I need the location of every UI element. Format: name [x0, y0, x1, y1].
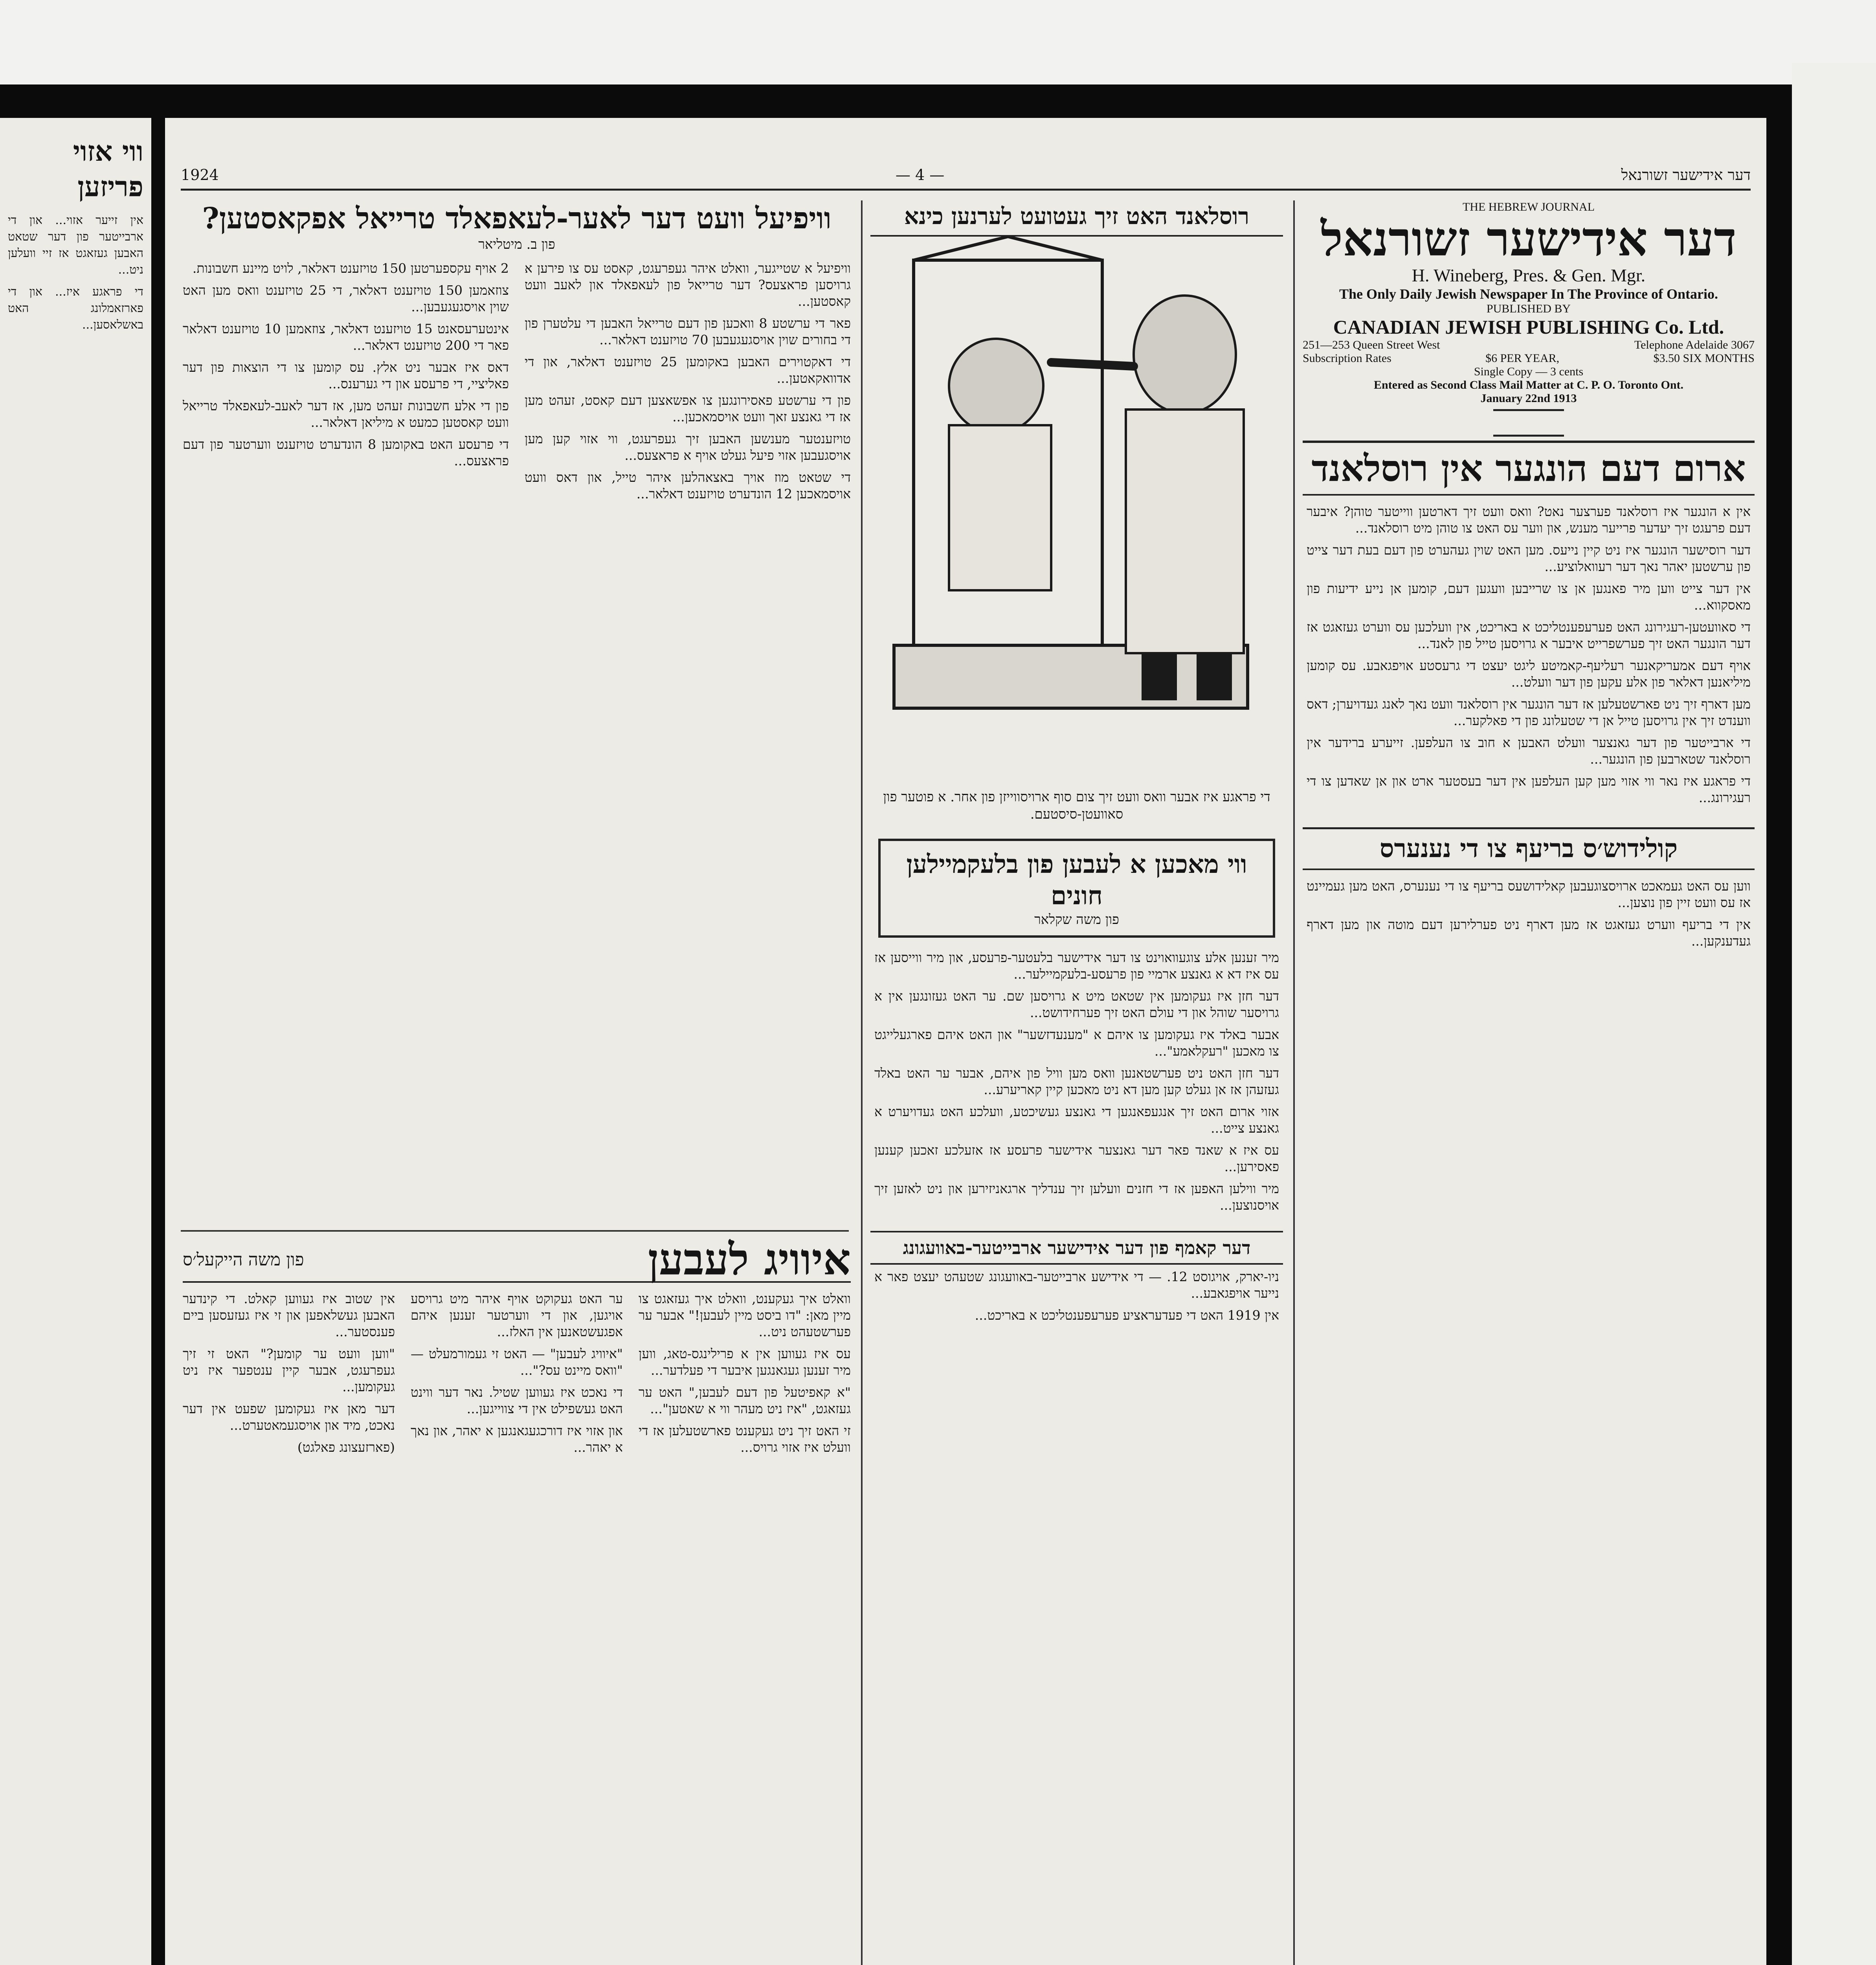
leopold-article: [183, 200, 851, 1222]
story-byline: פון משה שקלאר: [1034, 912, 1119, 927]
masthead-single-copy: Single Copy — 3 cents: [1474, 365, 1584, 378]
running-head: [181, 161, 1751, 191]
leopold-text-right: וויפיעל א שטייגער, וואלט איהר געפרעגט, קאסט עס צו פירען א גרויסען פראצעס? דער טרייאל פון לעאפאלד און לאעב וועט קאסטען... פאר די ערשטע 8 וואכען פון דעם טרייאל האבען די עלטערן פון די בחורים שוין אויסגעגעבען 70 טויזענט דאלאר... די דאקטוירים האבען באקומען 25 טויזענט דאלאר, און די אדוואקאטען... פון די ערשטע פאסירונגען צו אפשאצען דעם קאסט, זעהט מען אז די גאנצע זאך וועט אויסמאכען... טויזענטער מענשען האבען זיך געפרעגט, ווי אזוי קען מען אויסגעבען אזוי פיעל געלט אויף א פראצעס... די שטאט מוז אויך באצאהלען איהר טייל, און דאס וועט אויסמאכען 12 הונדערט טויזענט דאלאר...: [525, 261, 851, 501]
previous-page-edge: [0, 118, 151, 1965]
feuilleton-text-2: ער האט געקוקט אויף איהר מיט גרויסע אויגען, און די ווערטער זענען איהם אפגעשטאנען אין האלז... "איוויג לעבען" — האט זי געמורמעלט — "וואס מיינט עס?"... די נאכט איז געווען שטיל. נאר דער ווינט האט געשפילט אין די צווייגען... און אזוי איז דורכגעגאנגען א יאהר, און נאך א יאהר...: [411, 1291, 623, 1455]
standing-figure-body: [1126, 410, 1244, 653]
story-text: מיר זענען אלע צוגעוואוינט צו דער אידישער בלעטער-פרעסע, און מיר ווייסען אז עס איז דא א גאנצע ארמיי פון פרעסע-בלעקמיילער... דער חזן איז געקומען אין שטאט מיט א גרויסען שם. ער האט געזונגען אין א גרויסער שוהל און די עולם האט זיך פערחידושט... אבער באלד איז געקומען צו איהם א "מענעדזשער" און האט איהם פארגעלייגט צו מאכען "רעקלאמע"... דער חזן האט ניט פערשטאנען וואס מען וויל פון איהם, אבער ער האט באלד געזעהן אז אן געלט קען מען דא ניט מאכען קיין קאריערע... אזוי ארום האט זיך אנגעפאנגען די גאנצע געשיכטע, וועלכע האט געדויערט א גאנצע צייט... עס איז א שאנד פאר דער גאנצער אידישער פרעסע אז אזעלכע זאכען קענען פאסירען... מיר ווילען האפען אז די חזנים וועלען זיך ענדליך ארגאניזירען און ניט לאזען זיך אויסנוצען...: [874, 950, 1279, 1213]
story-box: [878, 839, 1275, 938]
political-cartoon: [870, 237, 1283, 787]
lower-article-text: ניו-יארק, אויגוסט 12. — די אידישע ארבייטער-באוועגונג שטעהט יעצט פאר א נייער אויפגאבע... אין 1919 האט די פעדעראציע פערעפענטליכט א באריכט...: [874, 1269, 1279, 1323]
masthead-six-months: $3.50 SIX MONTHS: [1653, 352, 1755, 365]
feuilleton-text-3: אין שטוב איז געווען קאלט. די קינדער האבען געשלאפען און זי איז געזעסען ביים פענסטער... "ווען וועט ער קומען?" האט זי זיך געפרעגט, אבער קיין ענטפער איז ניט געקומען... דער מאן איז געקומען שפעט אין דער נאכט, מיד און אויסגעמאטערט... (פארזעצונג פאלגט): [183, 1291, 395, 1455]
feuilleton-byline: פון משה הייקעל׳ס: [183, 1249, 304, 1270]
scan-margin-right: [1792, 63, 1876, 1965]
seated-figure-body: [949, 425, 1051, 590]
seated-figure-head: [949, 339, 1043, 433]
pointing-arm: [1051, 362, 1134, 366]
main-headline: ארום דעם הונגער אין רוסלאנד: [1303, 441, 1755, 496]
newspaper-page: [165, 118, 1766, 1965]
masthead-publisher: H. Wineberg, Pres. & Gen. Mgr.: [1412, 265, 1646, 285]
cartoon-column: [870, 200, 1283, 1965]
feuilleton-text-1: וואלט איך געקענט, וואלט איך געזאגט צו מיין מאן: "דו ביסט מיין לעבען!" אבער ער פערשטעהט ניט... עס איז געווען אין א פרילינגס-טאג, ווען מיר זענען געגאנגען איבער די פעלדער... "א קאפיטעל פון דעם לעבען," האט ער געזאגט, "איז ניט מעהר ווי א שאטען"... זי האט זיך ניט געקענט פארשטעלען אז די וועלט איז אזוי גרויס...: [639, 1291, 851, 1455]
cartoon-title: רוסלאנד האט זיך געטועט לערנען כינא: [870, 200, 1283, 237]
leopold-byline: פון ב. מיטליאר: [478, 237, 555, 252]
masthead-published-by: PUBLISHED BY: [1486, 302, 1571, 315]
masthead-title: דער אידישער זשורנאל: [1321, 211, 1736, 267]
masthead-column: [1303, 200, 1755, 1965]
standing-figure-head: [1134, 296, 1236, 413]
masthead-tagline: The Only Daily Jewish Newspaper In The Province of Ontario.: [1339, 286, 1718, 302]
masthead-ornament: [1493, 409, 1564, 437]
scan-margin-top: [0, 0, 1876, 84]
masthead-phone: Telephone Adelaide 3067: [1634, 338, 1755, 351]
masthead-address: 251—253 Queen Street West: [1303, 338, 1440, 351]
masthead-entered-date: January 22nd 1913: [1480, 392, 1577, 405]
masthead-company: CANADIAN JEWISH PUBLISHING Co. Ltd.: [1333, 316, 1724, 338]
masthead-rates: Subscription Rates: [1303, 352, 1391, 365]
running-head-date: 1924: [181, 166, 219, 184]
kolisch-article-text: ווען עס האט געמאכט ארויסצוגעבען קאלידושעס בריעף צו די נענערס, האט מען געמיינט אז עס וועט זיין פון נוצען... אין די בריעף ווערט געזאגט אז מען דארף ניט פערלירען דעם מוטה און מען דארף געדענקען...: [1307, 878, 1751, 949]
lower-headline: דער קאמף פון דער אידישער ארבייטער-באוועגונג: [870, 1231, 1283, 1265]
main-article-text: אין א הונגער איז רוסלאנד פערצער נאט? וואס וועט זיך דארטען ווייטער טוהן? איבער דעם פרעגט זיך יעדער פרייער מענש, און ווער עס האט צו טוהן מיט רוסלאנד... דער רוסישער הונגער איז ניט קיין נייעס. מען האט שוין געהערט פון דעם בעת דער צייט פון ערשטען יאהר נאך דער רעוואלוציע... אין דער צייט ווען מיר פאנגען אן צו שרייבען וועגען דעם, קומען אן נייע ידיעות פון מאסקווא... די סאוועטען-רעגירונג האט פערעפענטליכט א באריכט, אין וועלכען עס ווערט געזאגט אז דער הונגער האט זיך פערשפרייט איבער א גרויסען טייל פון לאנד... אויף דעם אמעריקאנער רעליעף-קאמיטע ליגט יעצט די גרעסטע אויפגאבע. עס קומען מיליאנען דאלאר פון אלע עקען פון דער וועלט... מען דארף זיך ניט פארשטעלען אז דער הונגער אין רוסלאנד וועט נאך לאנג געדויערן; דאס ווענדט זיך אין גרויסען טייל אן די שטעלונג פון די פאלקער... די ארבייטער פון דער גאנצער וועלט האבען א חוב צו העלפען. זייערע ברידער אין רוסלאנד שטארבען פון הונגער... די פראגע איז נאר ווי אזוי מען קען העלפען אין דער בעסטער ארט און אן שאדען צו די רעגירונג...: [1307, 504, 1751, 805]
cartoon-caption: די פראגע איז אבער וואס וועט זיך צום סוף ארויסווייזן פון אחר. א פוטער פון סאוועטן-סיסטעם.: [883, 789, 1270, 822]
leopold-text-left: 2 אויף עקספערטען 150 טויזענט דאלאר, לויט מיינע חשבונות. צוזאמען 150 טויזענט דאלאר, די 25 טויזענט וואס מען האט שוין אויסגעגעבען... אינטערעסאנט 15 טויזענט דאלאר, צוזאמען 10 טויזענט דאלאר פאר די 200 טויזענט דאלאר... דאס איז אבער ניט אלץ. עס קומען צו די הוצאות פון דער פאליציי, די פרעסע און די גערענס... פון די אלע חשבונות זעהט מען, אז דער לאעב-לעאפאלד טרייאל וועט קאסטען כמעט א מיליאן דאלאר... די פרעסע האט באקומען 8 הונדערט טויזענט ווערטער פון דעם פראצעס...: [183, 261, 509, 468]
running-head-title: דער אידישער זשורנאל: [1621, 166, 1751, 184]
previous-page-text: אין זייער אזוי... און די ארבייטער פון דער שטאט האבען געזאגט אז זיי וועלען ניט... די פראגע איז... און די פארזאמלונג האט באשלאסען...: [8, 213, 143, 332]
story-headline: ווי מאכען א לעבען פון בלעקמיילען חונים: [906, 850, 1247, 911]
feuilleton: [183, 1238, 851, 1965]
masthead-entered: Entered as Second Class Mail Matter at C. P. O. Toronto Ont.: [1373, 378, 1684, 391]
masthead-per-year: $6 PER YEAR,: [1485, 352, 1560, 365]
feuilleton-headline: איוויג לעבען: [648, 1238, 851, 1285]
leopold-headline: וויפיעל וועט דער לאער-לעאפאלד טרייאל אפקאסטען?: [202, 202, 832, 235]
masthead-journal-en: THE HEBREW JOURNAL: [1462, 200, 1595, 213]
kolisch-headline: קולידוש׳ס בריעף צו די נענערס: [1303, 827, 1755, 870]
previous-page-headline: ווי אזוי פריזען: [73, 135, 143, 203]
platform: [894, 645, 1248, 708]
page-number: — 4 —: [895, 166, 945, 184]
